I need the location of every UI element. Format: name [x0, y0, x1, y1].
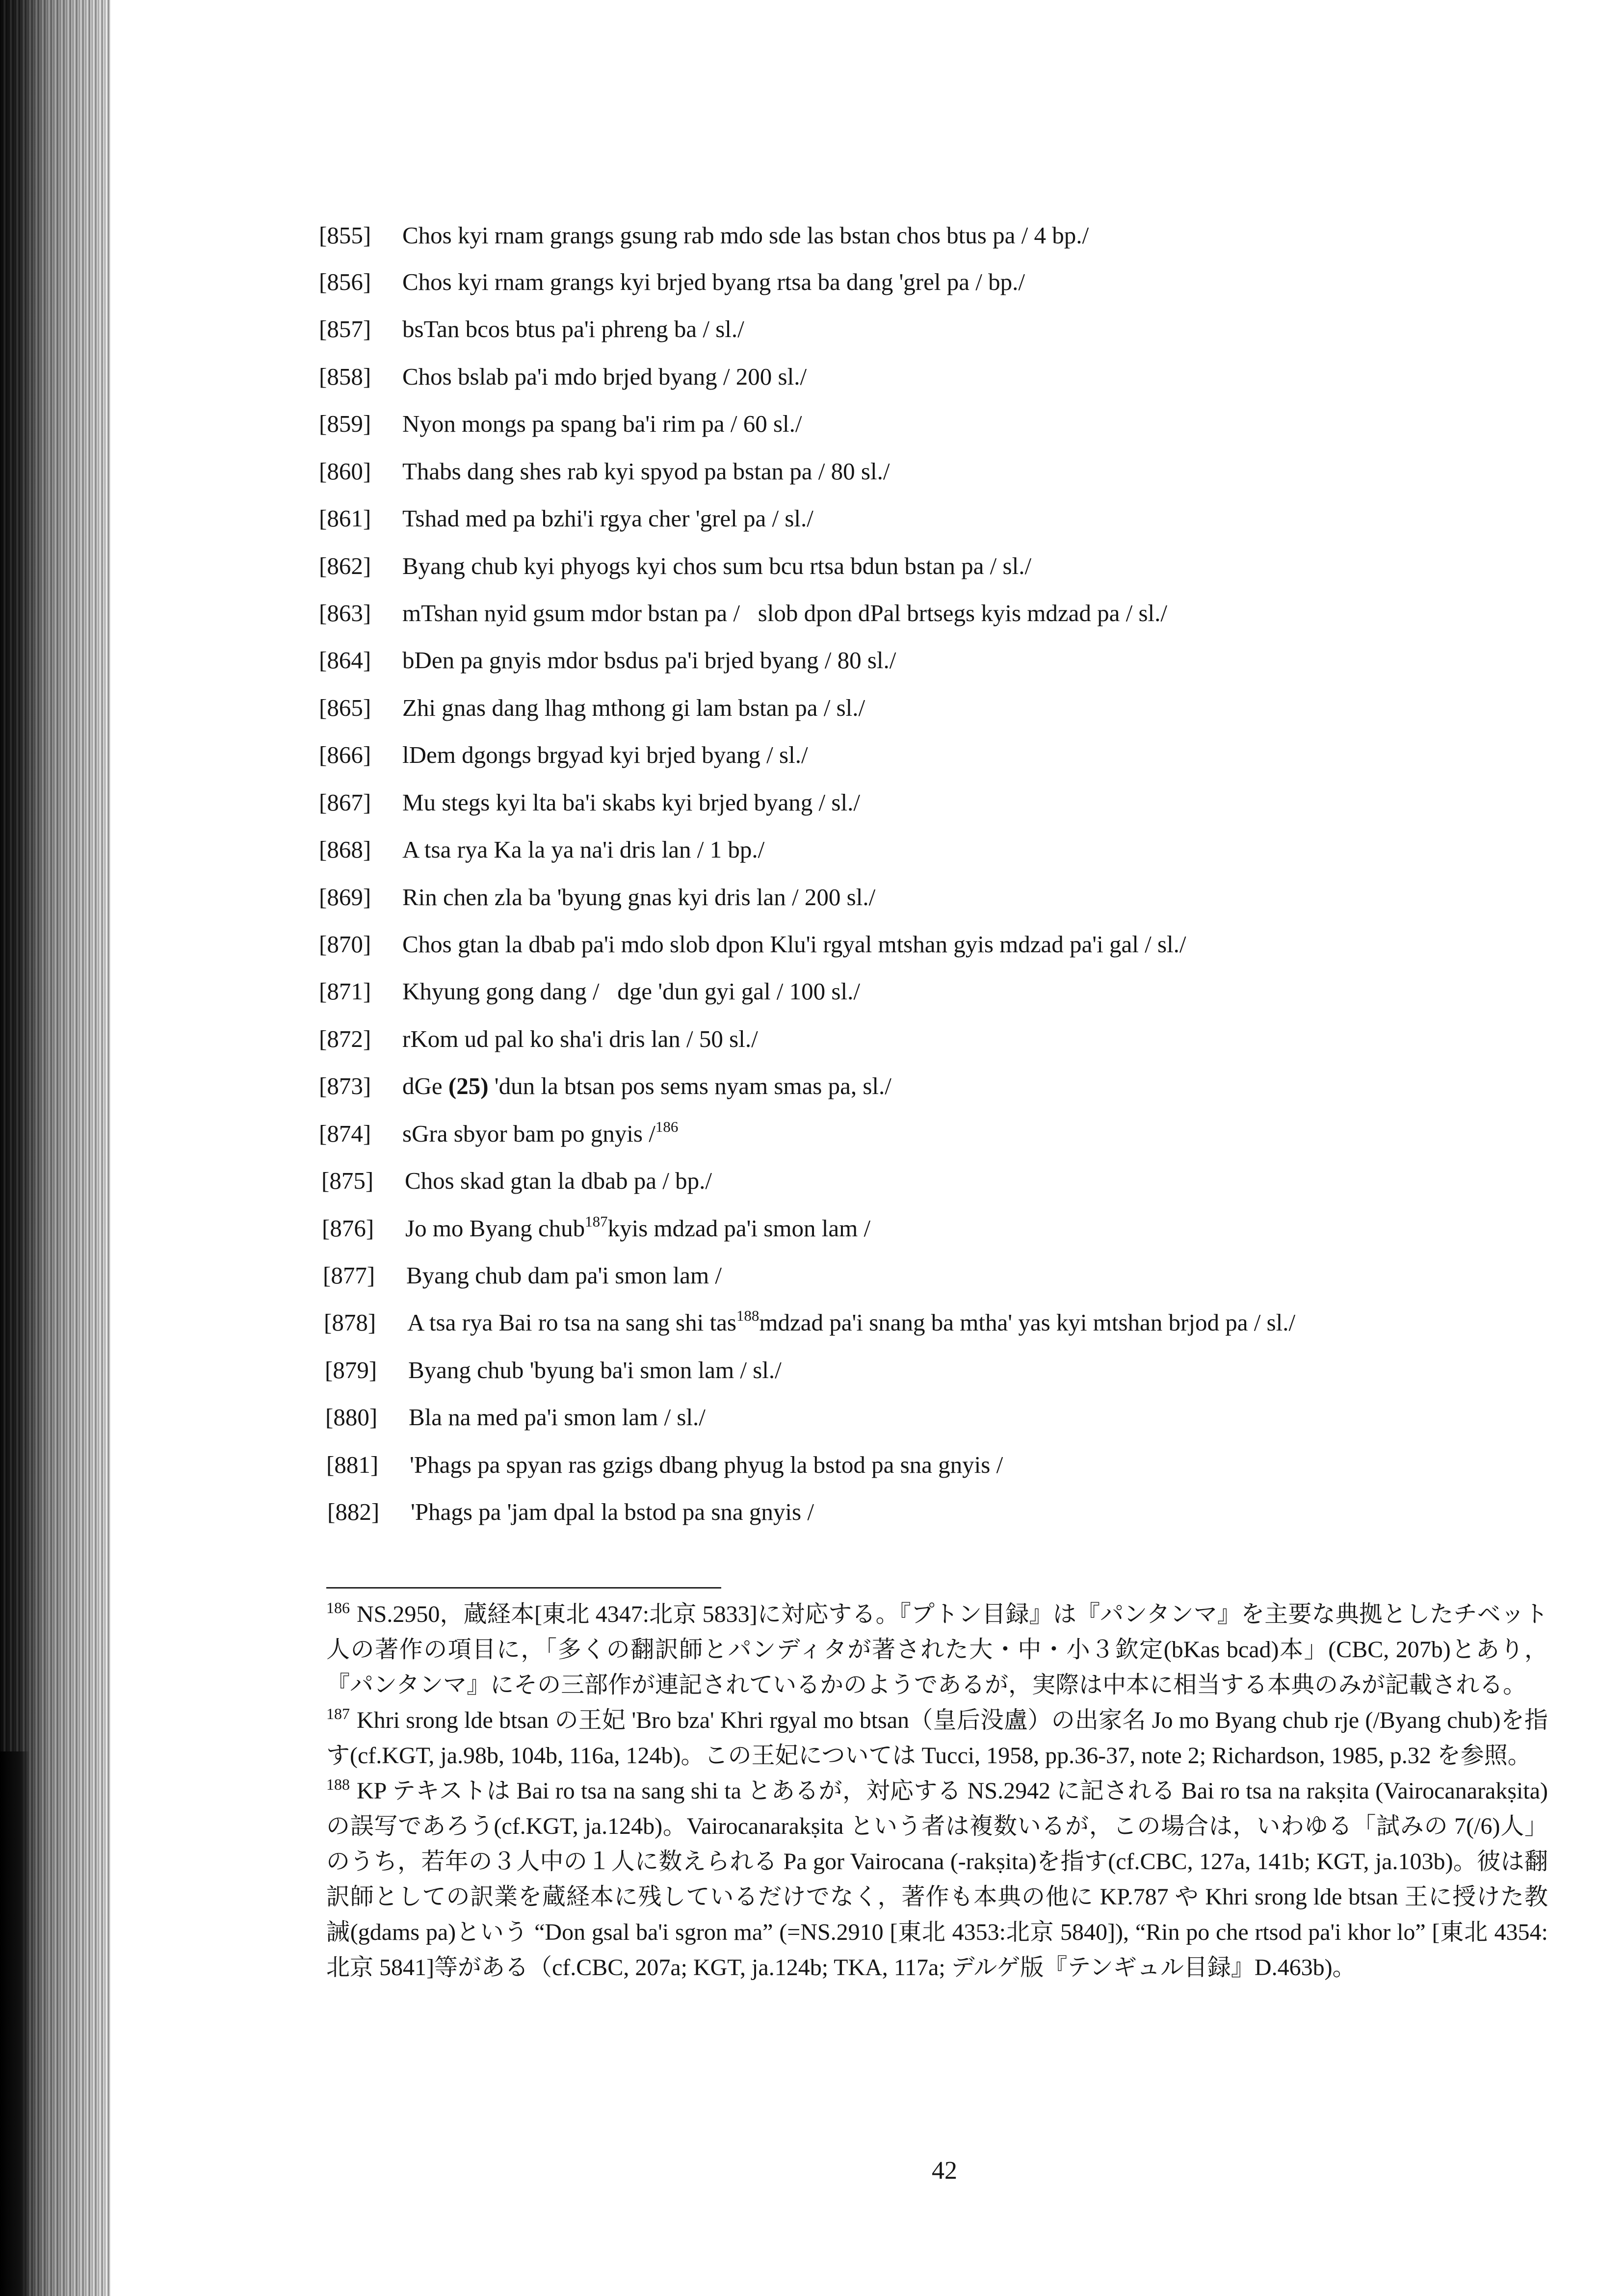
footnote [326, 1774, 1548, 1985]
footnote [326, 1597, 1548, 1703]
footnote-reference: 186 [655, 1118, 679, 1135]
entry-number: [855] [319, 222, 371, 249]
footnote-text: KP テキストは Bai ro tsa na sang shi ta とあるが，対応する NS.2942 に記される Bai ro tsa na rakṣita (Vairocanarakṣita)の誤写であろう(cf.KGT, ja.124b)。Vairocanarakṣita という者は複数いるが，この場合は，いわゆる「試みの 7(/6)人」のうち，若年の３人中の１人に数えられる Pa gor Vairocana (-rakṣita)を指す(cf.CBC, 127a, 141b; KGT, ja.103b)。彼は翻訳師としての訳業を蔵経本に残しているだけでなく，著作も本典の他に KP.787 や Khri srong lde btsan 王に授けた教誡(gdams pa)という “Don gsal ba'i sgron ma” (=NS.2910 [東北 4353:北京 5840]), “Rin po che rtsod pa'i khor lo” [東北 4354:北京 5841]等がある（cf.CBC, 207a; KGT, ja.124b; TKA, 117a; デルゲ版『テンギュル目録』D.463b)。 [326, 1778, 1548, 1981]
entry-title-part: sGra sbyor bam po gnyis / [402, 1120, 655, 1147]
entry-number: [870] [319, 931, 371, 958]
entry-title: Chos kyi rnam grangs kyi brjed byang rtsa ba dang 'grel pa / bp./ [402, 268, 1025, 295]
footnote-reference: 187 [585, 1213, 608, 1230]
entry-number: [871] [319, 978, 371, 1005]
footnote-text: NS.2950，蔵経本[東北 4347:北京 5833]に対応する。『プトン目録』は『パンタンマ』を主要な典拠としたチベット人の著作の項目に，「多くの翻訳師とパンディタが著された大・中・小３欽定(bKas bcad)本」(CBC, 207b)とあり，『パンタンマ』にその三部作が連記されているかのようであるが，実際は中本に相当する本典のみが記載される。 [326, 1601, 1548, 1698]
entry-number: [856] [319, 268, 371, 295]
footnote-reference: 188 [736, 1307, 760, 1324]
entry-number: [862] [319, 552, 371, 579]
entry-number: [872] [319, 1025, 371, 1052]
entry-title: 'Phags pa spyan ras gzigs dbang phyug la bstod pa sna gnyis / [410, 1451, 1003, 1478]
book-spine-edge [0, 1751, 29, 2296]
entry-title-part: A tsa rya Bai ro tsa na sang shi tas [407, 1309, 736, 1336]
entry-title: bsTan bcos btus pa'i phreng ba / sl./ [402, 315, 744, 342]
footnote-number: 187 [326, 1705, 350, 1722]
entry-title: A tsa rya Ka la ya na'i dris lan / 1 bp./ [402, 836, 765, 863]
entry-title-part: Jo mo Byang chub [405, 1215, 585, 1242]
entry-number: [866] [319, 741, 371, 768]
entry-number: [877] [323, 1262, 375, 1289]
entry-title [402, 1114, 678, 1153]
entry-title: bDen pa gnyis mdor bsdus pa'i brjed byang / 80 sl./ [402, 647, 896, 674]
entry-number: [863] [319, 600, 371, 626]
entry-title: Bla na med pa'i smon lam / sl./ [409, 1404, 706, 1431]
entry-title-part: kyis mdzad pa'i smon lam / [607, 1215, 871, 1242]
footnotes [326, 1597, 1548, 1985]
entry-title: Rin chen zla ba 'byung gnas kyi dris lan / 200 sl./ [402, 884, 876, 911]
entry-title: Mu stegs kyi lta ba'i skabs kyi brjed byang / sl./ [402, 789, 860, 816]
entry-number: [869] [319, 884, 371, 911]
entry-title: 'Phags pa 'jam dpal la bstod pa sna gnyis / [411, 1498, 814, 1525]
entry-number: [858] [319, 363, 371, 390]
entry-title-part: dGe [402, 1072, 448, 1099]
entry-number: [860] [319, 458, 371, 485]
entry-number: [864] [319, 647, 371, 674]
entry-number: [868] [319, 836, 371, 863]
footnote-text: Khri srong lde btsan の王妃 'Bro bza' Khri rgyal mo btsan（皇后没盧）の出家名 Jo mo Byang chub rje (/Byang chub)を指す(cf.KGT, ja.98b, 104b, 116a, 124b)。この王妃については Tucci, 1958, pp.36-37, note 2; Richardson, 1985, p.32 を参照。 [326, 1707, 1548, 1769]
entry-number: [867] [319, 789, 371, 816]
entry-title: lDem dgongs brgyad kyi brjed byang / sl./ [402, 741, 808, 768]
entry-title: Thabs dang shes rab kyi spyod pa bstan pa / 80 sl./ [402, 458, 890, 485]
entry-title: Chos kyi rnam grangs gsung rab mdo sde las bstan chos btus pa / 4 bp./ [402, 222, 1089, 249]
footnote-separator [326, 1587, 721, 1589]
entry-number: [861] [319, 505, 371, 532]
entry-number: [874] [319, 1120, 371, 1147]
entry-number: [879] [325, 1357, 377, 1383]
entry-title: rKom ud pal ko sha'i dris lan / 50 sl./ [402, 1025, 758, 1052]
footnote-number: 188 [326, 1775, 350, 1793]
entry-title: Chos skad gtan la dbab pa / bp./ [405, 1167, 712, 1194]
entry-number: [881] [326, 1451, 379, 1478]
entry-title: Tshad med pa bzhi'i rgya cher 'grel pa / sl./ [402, 505, 813, 532]
entry-number: [880] [325, 1404, 378, 1431]
entry-title [405, 1209, 870, 1248]
entry-number: [878] [324, 1309, 376, 1336]
entry-title: Byang chub 'byung ba'i smon lam / sl./ [408, 1357, 782, 1383]
page-number: 42 [932, 2157, 957, 2185]
entry-number: [859] [319, 410, 371, 437]
footnote-number: 186 [326, 1599, 350, 1617]
entry-number: [876] [322, 1215, 374, 1242]
folio-marker: (25) [448, 1072, 489, 1099]
entry-title: Zhi gnas dang lhag mthong gi lam bstan pa / sl./ [402, 694, 865, 721]
entry-number: [865] [319, 694, 371, 721]
entry-number: [873] [319, 1072, 371, 1099]
entry-number: [857] [319, 315, 371, 342]
entry-title [407, 1303, 1295, 1342]
entry-title: Khyung gong dang / dge 'dun gyi gal / 100 sl./ [402, 978, 860, 1005]
entry-number: [882] [327, 1498, 380, 1525]
entry-title [402, 1067, 891, 1106]
footnote [326, 1703, 1548, 1774]
entry-title: mTshan nyid gsum mdor bstan pa / slob dpon dPal brtsegs kyis mdzad pa / sl./ [402, 600, 1168, 626]
entry-title-part: 'dun la btsan pos sems nyam smas pa, sl./ [488, 1072, 891, 1099]
entry-title: Nyon mongs pa spang ba'i rim pa / 60 sl./ [402, 410, 802, 437]
entry-title: Chos gtan la dbab pa'i mdo slob dpon Klu'i rgyal mtshan gyis mdzad pa'i gal / sl./ [402, 931, 1186, 958]
entry-title: Byang chub kyi phyogs kyi chos sum bcu rtsa bdun bstan pa / sl./ [402, 552, 1032, 579]
entry-number: [875] [321, 1167, 374, 1194]
entry-title-part: mdzad pa'i snang ba mtha' yas kyi mtshan brjod pa / sl./ [759, 1309, 1296, 1336]
entry-title: Chos bslab pa'i mdo brjed byang / 200 sl./ [402, 363, 807, 390]
entry-title: Byang chub dam pa'i smon lam / [406, 1262, 722, 1289]
